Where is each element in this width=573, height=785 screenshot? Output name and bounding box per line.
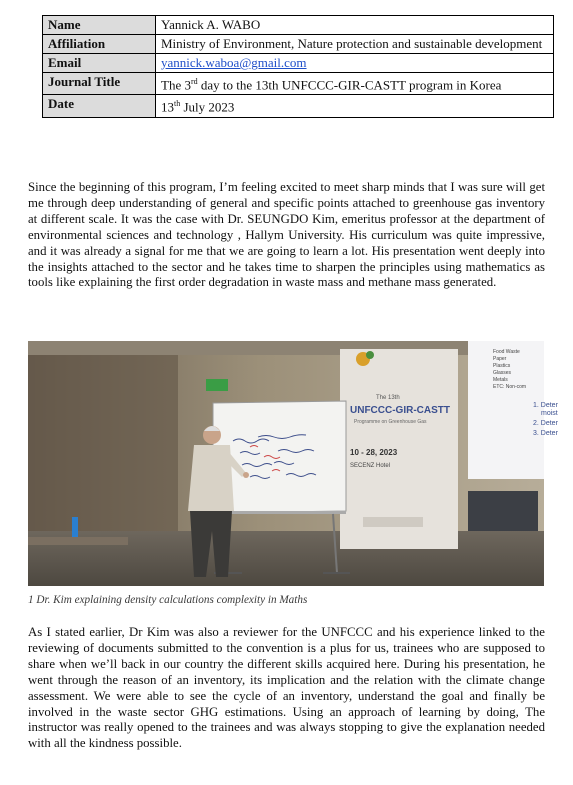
whiteboard-tray [213, 511, 346, 514]
screen-item: moist [541, 410, 558, 417]
screen-line: Paper [493, 356, 507, 362]
banner-logo-dot [366, 351, 374, 359]
body-paragraph-2: As I stated earlier, Dr Kim was also a reviewer for the UNFCCC and his experience linked to the reviewing of documents submitted to the convention is a plus for us, trainees who are supposed to share when we’ll back in our country the different skills acquired here. During his presentation, he went through the reason of an inventory, its implication and the relation with the climate change assessment. We were able to see the cycle of an inventory, understand the goal and finally be involved in the waste sector GHG estimations. Using an approach of learning by doing, The instructor was really opened to the trainees and was always stopping to give the explanation needed with all the kindness possible. [28, 625, 545, 751]
journal-title-row [43, 73, 554, 95]
date-sup: th [174, 99, 181, 109]
date-value [156, 95, 554, 117]
banner-logos [363, 517, 423, 527]
banner-sub: Programme on Greenhouse Gas [354, 419, 427, 425]
email-link[interactable]: yannick.waboa@gmail.com [161, 55, 307, 70]
ceiling [28, 341, 544, 355]
screen-line: Food Waste [493, 349, 520, 355]
screen-line: Plastics [493, 363, 511, 369]
affiliation-label: Affiliation [43, 35, 156, 54]
email-row [43, 54, 554, 73]
affiliation-value: Ministry of Environment, Nature protection and sustainable development [156, 35, 554, 54]
presenter-hand [243, 472, 249, 478]
name-row [43, 16, 554, 35]
journal-title-post: day to the 13th UNFCCC-GIR-CASTT program in Korea [197, 77, 502, 93]
wood-panel [28, 355, 178, 531]
banner-the: The 13th [376, 395, 400, 401]
chair [468, 491, 538, 531]
screen-line: Metals [493, 377, 508, 383]
email-label: Email [43, 54, 156, 73]
exit-sign [206, 379, 228, 391]
banner-title: UNFCCC-GIR-CASTT [350, 405, 450, 416]
date-pre: 13 [161, 99, 174, 115]
date-label: Date [43, 95, 156, 117]
journal-title-label: Journal Title [43, 73, 156, 95]
screen-item: 2. Deter [533, 420, 558, 427]
name-value: Yannick A. WABO [156, 16, 554, 35]
affiliation-row [43, 35, 554, 54]
info-table [42, 15, 554, 118]
screen-line: ETC: Non-com [493, 384, 527, 390]
screen-list [533, 402, 559, 437]
banner-dates: 10 - 28, 2023 [350, 448, 398, 457]
name-label: Name [43, 16, 156, 35]
email-value-cell [156, 54, 554, 73]
journal-title-pre: The 3 [161, 77, 191, 93]
lecture-photo [28, 341, 558, 586]
journal-title-value [156, 73, 554, 95]
date-post: July 2023 [180, 99, 235, 115]
banner-venue: SECENZ Hotel [350, 463, 391, 469]
screen-item: 1. Deter [533, 402, 558, 409]
body-paragraph-1: Since the beginning of this program, I’m feeling excited to meet sharp minds that I was sure will get me through deep understanding of general and specific points attached to greenhouse gas inventory at different scale. It was the case with Dr. SEUNGDO Kim, emeritus professor at the department of environmental sciences and technology , Hallym University. His curriculum was quite impressive, and it was already a signal for me that we are going to learn a lot. His presentation went deeply into the insights attached to the sector and he takes time to sharpen the principles using mathematics as tools like explaining the first order degradation in waste mass and methane mass generated. [28, 180, 545, 290]
lecture-photo-illustration [28, 341, 558, 586]
photo-caption: 1 Dr. Kim explaining density calculations complexity in Maths [28, 594, 308, 606]
table [28, 537, 128, 545]
screen-item: 3. Deter [533, 430, 558, 437]
journal-title-sup: rd [190, 77, 198, 86]
water-bottle [72, 517, 78, 539]
screen-line: Glasses [493, 370, 512, 376]
date-row [43, 95, 554, 117]
